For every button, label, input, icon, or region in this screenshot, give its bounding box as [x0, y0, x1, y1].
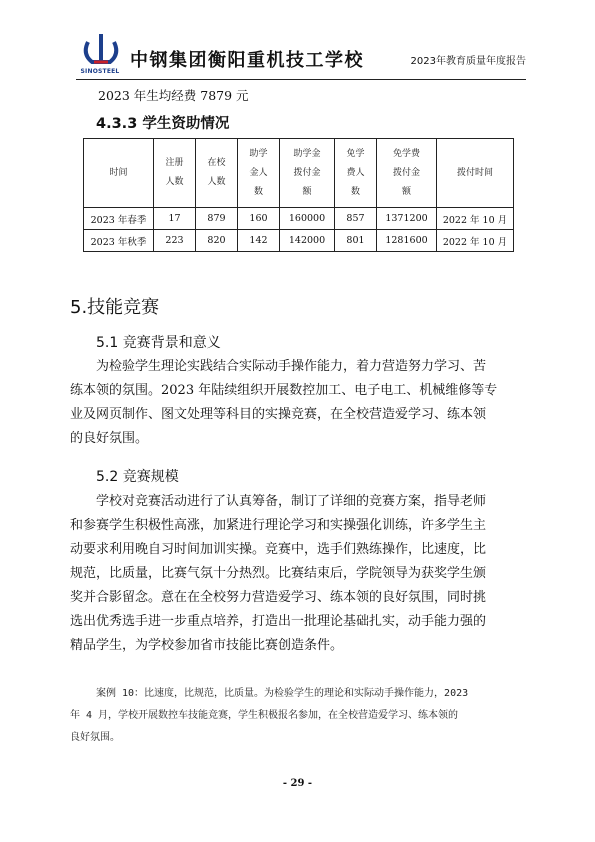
paragraph-line: 奖并合影留念。意在在全校努力营造爱学习、练本领的良好氛围，同时挑 — [70, 590, 487, 605]
table-cell: 820 — [196, 230, 238, 252]
page-header — [76, 32, 526, 80]
table-cell: 879 — [196, 208, 238, 230]
table-cell: 160000 — [280, 208, 335, 230]
table-header-row — [84, 139, 514, 208]
logo-text: SINOSTEEL — [80, 68, 120, 75]
table-cell: 801 — [335, 230, 377, 252]
paragraph-line: 为检验学生理论实践结合实际动手操作能力，着力营造努力学习、苦 — [96, 359, 487, 374]
paragraph-line: 动要求利用晚自习时间加训实操。竞赛中，选手们熟练操作，比速度，比 — [70, 542, 487, 557]
header-cell-waiver-count: 免学 费人 数 — [335, 139, 377, 208]
case-10-note — [70, 683, 526, 749]
paragraph-line: 精品学生，为学校参加省市技能比赛创造条件。 — [70, 638, 344, 653]
paragraph-line: 的良好氛围。 — [70, 431, 149, 446]
case-line: 案例 10：比速度，比规范，比质量。为检验学生的理论和实际动手操作能力，2023 — [96, 688, 469, 699]
table-row — [84, 230, 514, 252]
table-cell: 2022 年 10 月 — [437, 208, 514, 230]
header-cell-payment-time: 拨付时间 — [437, 139, 514, 208]
header-divider — [76, 79, 526, 80]
table-cell: 2022 年 10 月 — [437, 230, 514, 252]
section-5-1-paragraph — [70, 355, 526, 451]
paragraph-line: 业及网页制作、图文处理等科目的实操竞赛，在全校营造爱学习、练本领 — [70, 407, 487, 422]
student-aid-table — [83, 138, 514, 252]
case-line: 良好氛围。 — [70, 732, 120, 743]
page-number: - 29 - — [282, 778, 313, 789]
section-heading-5-2: 5.2 竞赛规模 — [96, 469, 179, 485]
header-cell-grant-amount: 助学金 拨付金 额 — [280, 139, 335, 208]
case-line: 年 4 月，学校开展数控车技能竞赛，学生积极报名参加，在全校营造爱学习、练本领的 — [70, 710, 459, 721]
table-row — [84, 208, 514, 230]
table-cell: 142000 — [280, 230, 335, 252]
school-name: 中钢集团衡阳重机技工学校 — [130, 50, 364, 71]
sinosteel-logo — [80, 32, 122, 72]
budget-line: 2023 年生均经费 7879 元 — [98, 88, 249, 103]
section-5-2-paragraph — [70, 490, 526, 658]
section-heading-4-3-3: 4.3.3 学生资助情况 — [96, 116, 230, 132]
table-cell: 223 — [154, 230, 196, 252]
header-cell-waiver-amount: 免学费 拨付金 额 — [377, 139, 437, 208]
paragraph-line: 选出优秀选手进一步重点培养，打造出一批理论基础扎实，动手能力强的 — [70, 614, 487, 629]
table-cell: 857 — [335, 208, 377, 230]
paragraph-line: 和参赛学生积极性高涨，加紧进行理论学习和实操强化训练，许多学生主 — [70, 518, 487, 533]
header-cell-time: 时间 — [84, 139, 154, 208]
header-cell-registered: 注册 人数 — [154, 139, 196, 208]
table-cell: 2023 年秋季 — [84, 230, 154, 252]
table-cell: 1281600 — [377, 230, 437, 252]
table-cell: 1371200 — [377, 208, 437, 230]
table-cell: 160 — [238, 208, 280, 230]
paragraph-line: 学校对竞赛活动进行了认真筹备，制订了详细的竞赛方案，指导老师 — [96, 494, 487, 509]
table-cell: 17 — [154, 208, 196, 230]
section-heading-5: 5.技能竞赛 — [70, 297, 160, 318]
section-heading-5-1: 5.1 竞赛背景和意义 — [96, 335, 221, 351]
report-title: 2023年教育质量年度报告 — [410, 56, 526, 67]
table-cell: 142 — [238, 230, 280, 252]
header-cell-grant-count: 助学 金人 数 — [238, 139, 280, 208]
paragraph-line: 规范，比质量，比赛气氛十分热烈。比赛结束后，学院领导为获奖学生颁 — [70, 566, 487, 581]
header-cell-enrolled: 在校 人数 — [196, 139, 238, 208]
table-cell: 2023 年春季 — [84, 208, 154, 230]
paragraph-line: 练本领的氛围。2023 年陆续组织开展数控加工、电子电工、机械维修等专 — [70, 383, 498, 398]
